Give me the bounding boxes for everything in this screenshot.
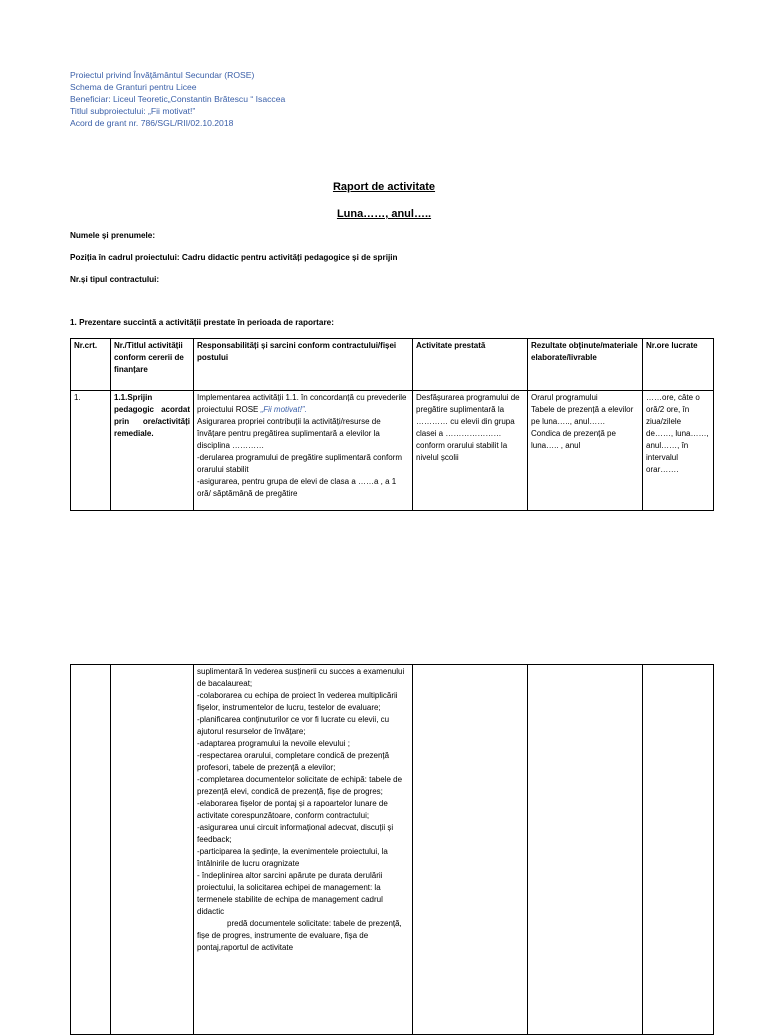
resp-line: -derularea programului de pregătire suplimentară conform orarului stabilit (197, 453, 402, 474)
results-cell (528, 665, 643, 1035)
activity-line: conform orarului stabilit la nivelul școlii (416, 441, 508, 462)
responsibilities-cell (194, 665, 413, 1035)
result-line: Condica de prezență pe luna….. , anul (531, 429, 616, 450)
resp-line: - îndeplinirea altor sarcini apărute pe durata derulării proiectului, la solicitarea echipei de management: la termenele stabilite de echipa de management cadrul didactic (197, 871, 383, 916)
resp-line: predă documentele solicitate: tabele de prezență, fișe de progres, instrumente de evaluare, fișa de pontaj,raportul de activitate (197, 919, 402, 952)
header-cell: Activitate prestată (413, 339, 528, 391)
project-header (70, 69, 285, 129)
table-row (71, 391, 714, 511)
activity-title (111, 665, 194, 1035)
activity-table-continued (70, 664, 714, 1035)
resp-line: Implementarea activității 1.1. în concordanță cu prevederile proiectului ROSE (197, 393, 407, 414)
resp-line: -asigurarea, pentru grupa de elevi de clasa a ……a , a 1 oră/ săptămână de pregătire (197, 477, 397, 498)
header-cell: Nr./Titlul activității conform cererii de finanțare (111, 339, 194, 391)
resp-line: Asigurarea propriei contribuții la activități/resurse de învățare pentru pregătirea suplimentară a elevilor la disciplina ………… (197, 417, 381, 450)
resp-line: -adaptarea programului la nevoile elevului ; (197, 739, 350, 748)
resp-line: -asigurarea unui circuit informațional adecvat, discuții și feedback; (197, 823, 394, 844)
header-cell: Nr.crt. (71, 339, 111, 391)
project-name: „Fii motivat!”. (260, 405, 307, 414)
activity-line: Desfășurarea programului de pregătire suplimentară la ………… cu elevii din grupa clasei a ………………… (416, 393, 520, 438)
header-cell: Rezultate obținute/materiale elaborate/livrable (528, 339, 643, 391)
resp-line: -planificarea conținuturilor ce vor fi lucrate cu elevii, cu ajutorul resurselor de învățare; (197, 715, 390, 736)
header-cell: Nr.ore lucrate (643, 339, 714, 391)
resp-line: -completarea documentelor solicitate de echipă: tabele de prezență elevi, condică de prezență, fișe de progres; (197, 775, 403, 796)
resp-line: -colaborarea cu echipa de proiect în vederea multiplicării fișelor, instrumentelor de lucru, testelor de evaluare; (197, 691, 398, 712)
header-line: Schema de Granturi pentru Licee (70, 82, 197, 92)
table-header-row (71, 339, 714, 391)
header-line: Titlul subproiectului: „Fii motivat!” (70, 106, 196, 116)
hours-cell (643, 665, 714, 1035)
row-number (71, 665, 111, 1035)
resp-line: -respectarea orarului, completare condică de prezență profesori, tabele de prezență a elevilor; (197, 751, 390, 772)
activity-done-cell (413, 665, 528, 1035)
position-field: Poziția în cadrul proiectului: Cadru didactic pentru activități pedagogice și de sprijin (70, 253, 398, 262)
header-line: Beneficiar: Liceul Teoretic„Constantin Brătescu “ Isaccea (70, 94, 286, 104)
resp-line: suplimentară în vederea susținerii cu succes a examenului de bacalaureat; (197, 667, 405, 688)
activity-table (70, 338, 714, 511)
activity-title: 1.1.Sprijin pedagogic acordat prin ore/activități remediale. (111, 391, 194, 511)
activity-done-cell (413, 391, 528, 511)
table-row (71, 665, 714, 1035)
resp-line: -participarea la ședințe, la evenimentele proiectului, la întâlnirile de lucru oragnizate (197, 847, 388, 868)
result-line: Tabele de prezență a elevilor pe luna….., anul…… (531, 405, 634, 426)
responsibilities-cell (194, 391, 413, 511)
section-heading: 1. Prezentare succintă a activității prestate în perioada de raportare: (70, 318, 334, 327)
resp-line: -elaborarea fișelor de pontaj și a rapoartelor lunare de activitate corespunzătoare, conform contractului; (197, 799, 388, 820)
report-title: Raport de activitate (332, 181, 436, 193)
row-number: 1. (71, 391, 111, 511)
header-line: Acord de grant nr. 786/SGL/RII/02.10.2018 (70, 118, 234, 128)
hours-cell: ……ore, câte o oră/2 ore, în ziua/zilele de……, luna……, anul……, în intervalul orar……. (643, 391, 714, 511)
contract-field: Nr.și tipul contractului: (70, 275, 160, 284)
header-line: Proiectul privind Învățământul Secundar (ROSE) (70, 70, 255, 80)
name-field: Numele și prenumele: (70, 231, 156, 240)
results-cell (528, 391, 643, 511)
result-line: Orarul programului (531, 393, 598, 402)
report-period: Luna……, anul….. (336, 208, 432, 220)
header-cell: Responsabilități și sarcini conform contractului/fișei postului (194, 339, 413, 391)
